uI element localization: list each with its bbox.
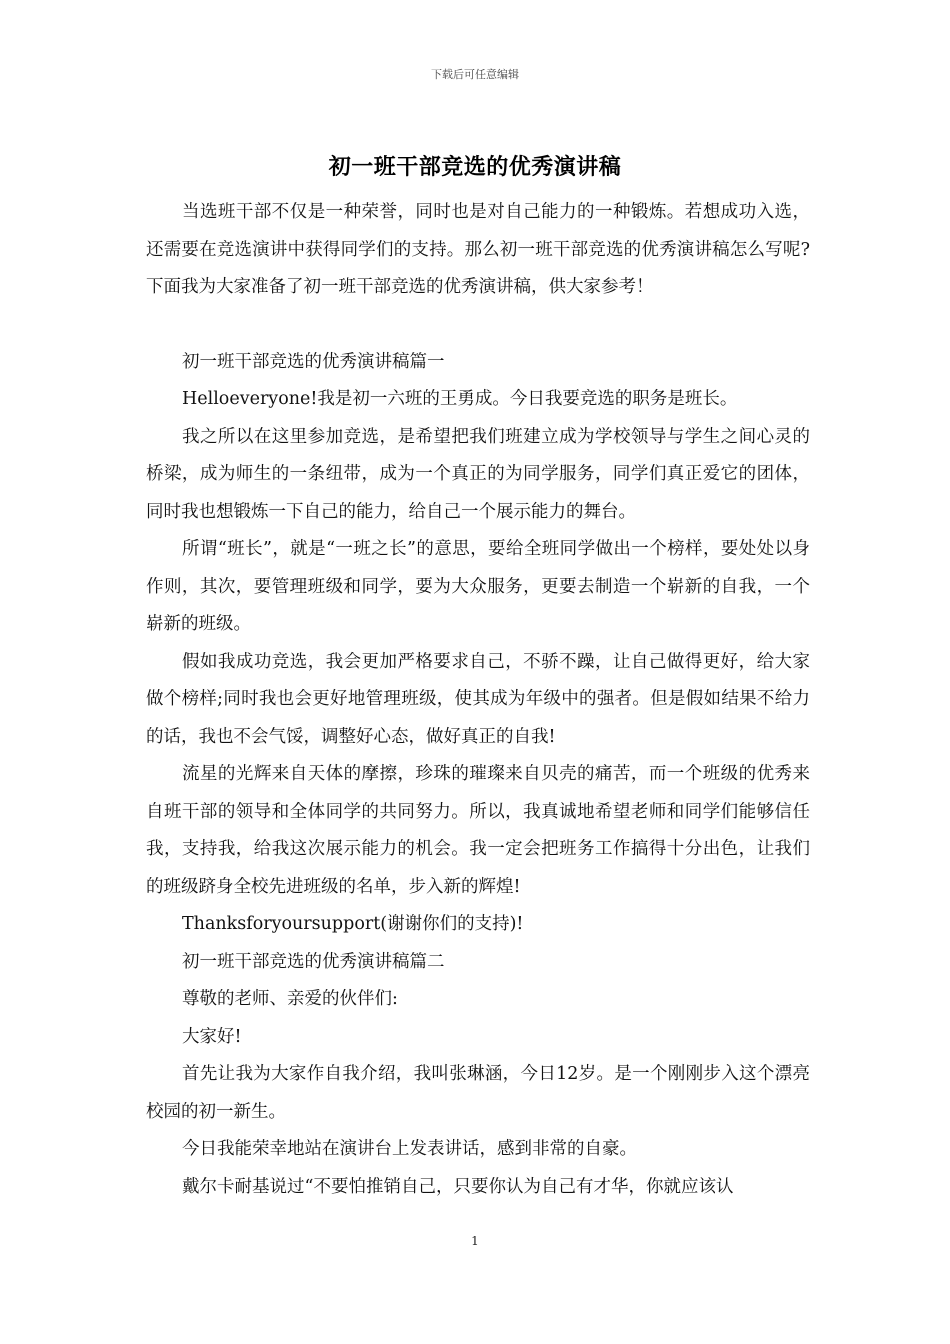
paragraph: 我之所以在这里参加竞选，是希望把我们班建立成为学校领导与学生之间心灵的桥梁，成为师生的一条纽带，成为一个真正的为同学服务，同学们真正爱它的团体，同时我也想锻炼一下自己的能力，给自己一个展示能力的舞台。 [146, 426, 810, 522]
paragraph: 假如我成功竞选，我会更加严格要求自己，不骄不躁，让自己做得更好，给大家做个榜样;同时我也会更好地管理班级，使其成为年级中的强者。但是假如结果不给力的话，我也不会气馁，调整好心态，做好真正的自我! [146, 651, 810, 747]
intro-paragraph: 当选班干部不仅是一种荣誉，同时也是对自己能力的一种锻炼。若想成功入选，还需要在竞选演讲中获得同学们的支持。那么初一班干部竞选的优秀演讲稿怎么写呢?下面我为大家准备了初一班干部竞选的优秀演讲稿，供大家参考！ [146, 202, 810, 297]
document-body [146, 194, 810, 1206]
paragraph: Helloeveryone!我是初一六班的王勇成。今日我要竞选的职务是班长。 [182, 389, 738, 409]
page-number: 1 [471, 1234, 479, 1248]
section-heading-1: 初一班干部竞选的优秀演讲稿篇一 [182, 351, 445, 372]
section-heading-2: 初一班干部竞选的优秀演讲稿篇二 [182, 951, 445, 972]
paragraph: 首先让我为大家作自我介绍，我叫张琳涵，今日12岁。是一个刚刚步入这个漂亮校园的初一新生。 [146, 1064, 810, 1122]
paragraph: 今日我能荣幸地站在演讲台上发表讲话，感到非常的自豪。 [182, 1139, 637, 1159]
paragraph: 尊敬的老师、亲爱的伙伴们: [182, 989, 398, 1009]
document-title: 初一班干部竞选的优秀演讲稿 [328, 154, 622, 180]
paragraph: 大家好! [182, 1026, 242, 1047]
paragraph: 流星的光辉来自天体的摩擦，珍珠的璀璨来自贝壳的痛苦，而一个班级的优秀来自班干部的领导和全体同学的共同努力。所以，我真诚地希望老师和同学们能够信任我，支持我，给我这次展示能力的机会。我一定会把班务工作搞得十分出色，让我们的班级跻身全校先进班级的名单，步入新的辉煌! [146, 764, 810, 897]
page-header: 下载后可任意编辑 [431, 68, 519, 81]
paragraph: 戴尔卡耐基说过“不要怕推销自己，只要你认为自己有才华，你就应该认 [182, 1176, 734, 1197]
paragraph: Thanksforyoursupport(谢谢你们的支持)! [182, 914, 524, 934]
paragraph: 所谓“班长”，就是“一班之长”的意思，要给全班同学做出一个榜样，要处处以身作则，其次，要管理班级和同学，要为大众服务，更要去制造一个崭新的自我，一个崭新的班级。 [146, 539, 810, 634]
